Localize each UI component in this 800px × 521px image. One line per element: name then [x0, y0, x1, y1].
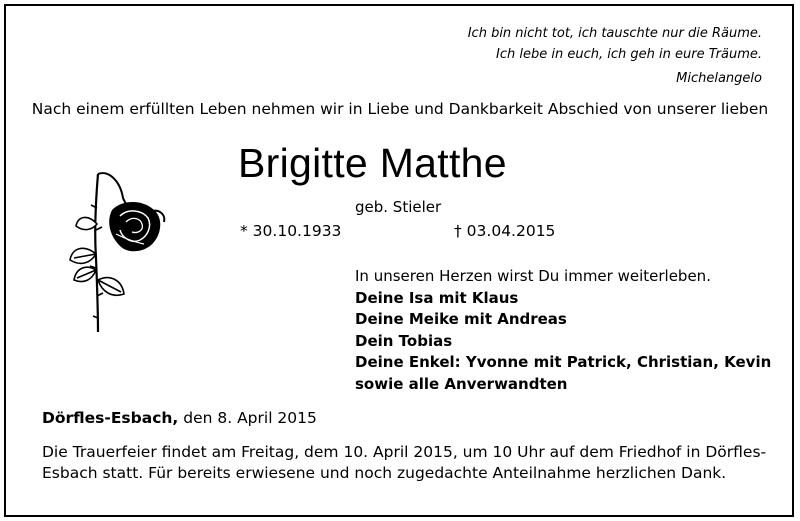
mourner-line: Deine Meike mit Andreas: [355, 310, 567, 328]
birth-date: * 30.10.1933: [240, 222, 342, 240]
wilted-rose-icon: [68, 168, 168, 336]
mourner-line: Dein Tobias: [355, 331, 453, 350]
mourner-line: sowie alle Anverwandten: [355, 374, 568, 393]
place-date: [42, 409, 317, 427]
intro-text: Nach einem erfüllten Leben nehmen wir in Liebe und Dankbarkeit Abschied von unserer lieben: [31, 100, 769, 118]
place: Dörfles-Esbach,: [42, 409, 179, 427]
quote-line-2: Ich lebe in euch, ich geh in eure Träume.: [496, 47, 762, 62]
quote-line-1: Ich bin nicht tot, ich tauschte nur die Räume.: [467, 26, 762, 41]
date: den 8. April 2015: [178, 409, 317, 427]
death-date: † 03.04.2015: [454, 222, 556, 240]
birth-name: geb. Stieler: [355, 198, 442, 216]
mourner-line: Deine Isa mit Klaus: [355, 288, 519, 307]
quote-author: Michelangelo: [676, 71, 762, 86]
mourners-intro: In unseren Herzen wirst Du immer weiterleben.: [355, 267, 711, 285]
mourner-line: Deine Enkel: Yvonne mit Patrick, Christian, Kevin: [355, 353, 772, 371]
deceased-name: Brigitte Matthe: [238, 140, 507, 186]
mourners-block: [355, 266, 771, 395]
closing-text: Die Trauerfeier findet am Freitag, dem 10. April 2015, um 10 Uhr auf dem Friedhof in Dörfles-Esbach statt. Für bereits erwiesene und noch zugedachte Anteilnahme herzlichen Dank.: [42, 443, 767, 482]
